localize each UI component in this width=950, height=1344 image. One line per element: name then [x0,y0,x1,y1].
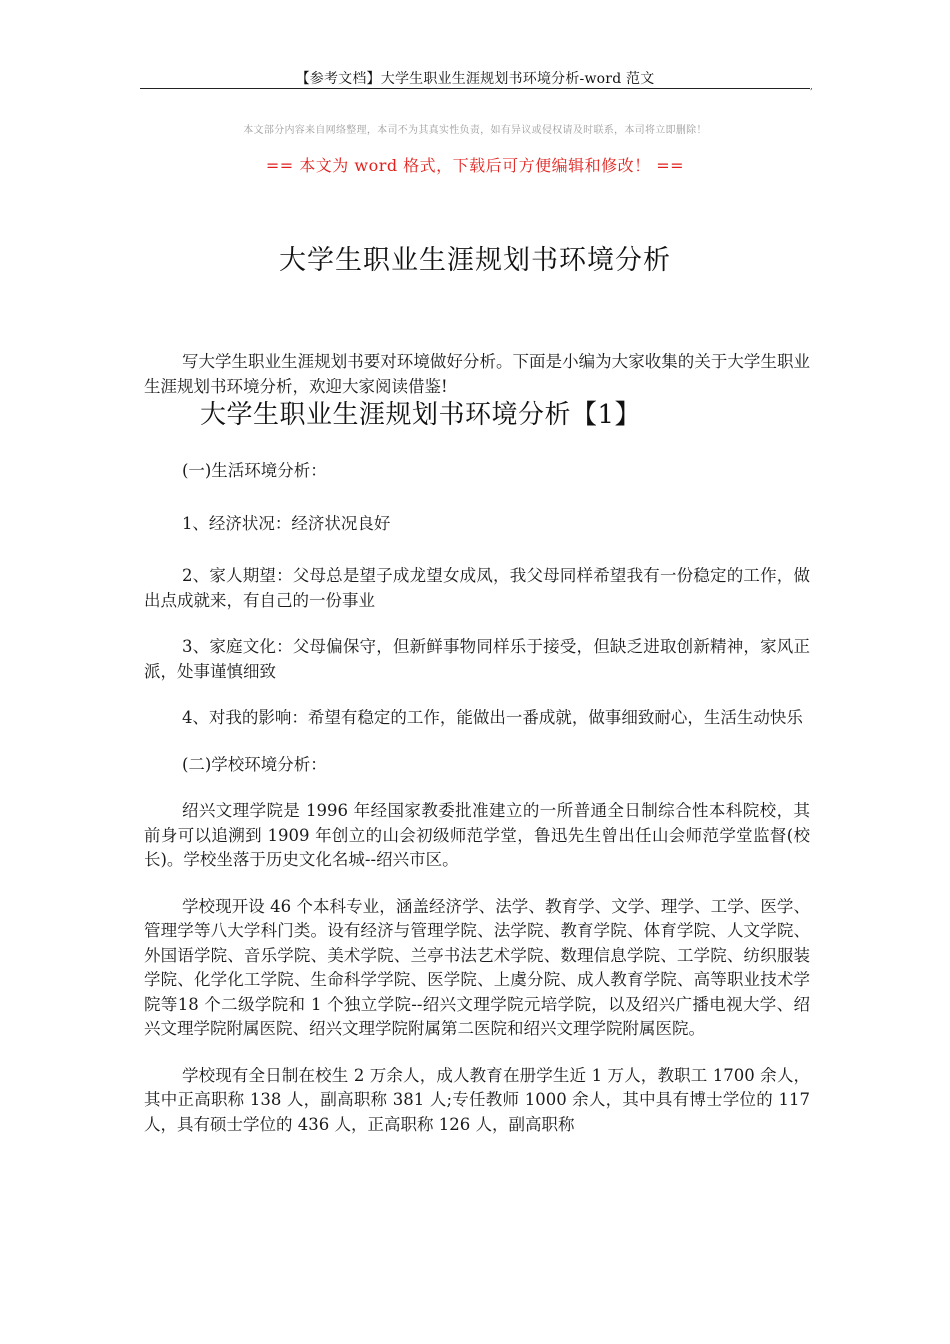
list-item-influence: 4、对我的影响：希望有稳定的工作，能做出一番成就，做事细致耐心，生活生动快乐 [181,708,803,727]
list-item-economic: 1、经济状况：经济状况良好 [181,513,391,533]
list-item-family-culture: 3、家庭文化：父母偏保守，但新鲜事物同样乐于接受，但缺乏进取创新精神，家风正派，处事谨慎细致 [144,637,810,681]
school-staff-paragraph: 学校现有全日制在校生 2 万余人，成人教育在册学生近 1 万人，教职工 1700 余人，其中正高职称 138 人，副高职称 381 人;专任教师 1000 余人，其中具有博士学位的 117 人，具有硕士学位的 436 人，正高职称 126 人，副高职称 [144,1065,810,1134]
life-environment-heading: (一)生活环境分析： [181,461,327,480]
page-header: 【参考文档】大学生职业生涯规划书环境分析-word 范文 [295,71,655,87]
school-majors-paragraph: 学校现开设 46 个本科专业，涵盖经济学、法学、教育学、文学、理学、工学、医学、管理学等八大学科门类。设有经济与管理学院、法学院、教育学院、体育学院、人文学院、外国语学院、音乐学院、美术学院、兰亭书法艺术学院、数理信息学院、工学院、纺织服装学院、化学化工学院、生命科学学院、医学院、上虞分院、成人教育学院、高等职业技术学院等18 个二级学院和 1 个独立学院--绍兴文理学院元培学院，以及绍兴广播电视大学、绍兴文理学院附属医院、绍兴文理学院附属第二医院和绍兴文理学院附属医院。 [144,896,810,1038]
list-item-family-expectation: 2、家人期望：父母总是望子成龙望女成凤，我父母同样希望我有一份稳定的工作，做出点成就来，有自己的一份事业 [144,566,810,610]
word-format-notice: == 本文为 word 格式，下载后可方便编辑和修改！ == [265,156,685,175]
disclaimer-text: 本文部分内容来自网络整理，本司不为其真实性负责，如有异议或侵权请及时联系，本司将立即删除！ [243,125,707,136]
document-title: 大学生职业生涯规划书环境分析 [279,245,671,276]
document-body [144,350,810,1137]
intro-paragraph: 写大学生职业生涯规划书要对环境做好分析。下面是小编为大家收集的关于大学生职业生涯规划书环境分析，欢迎大家阅读借鉴! [144,352,810,396]
header-mark: , [810,82,813,92]
header-rule [140,88,810,89]
school-environment-heading: (二)学校环境分析： [181,754,327,774]
section-subtitle: 大学生职业生涯规划书环境分析【1】 [200,400,642,430]
school-history-paragraph: 绍兴文理学院是 1996 年经国家教委批准建立的一所普通全日制综合性本科院校，其前身可以追溯到 1909 年创立的山会初级师范学堂，鲁迅先生曾出任山会师范学堂监督(校长)。学校坐落于历史文化名城--绍兴市区。 [144,801,810,869]
